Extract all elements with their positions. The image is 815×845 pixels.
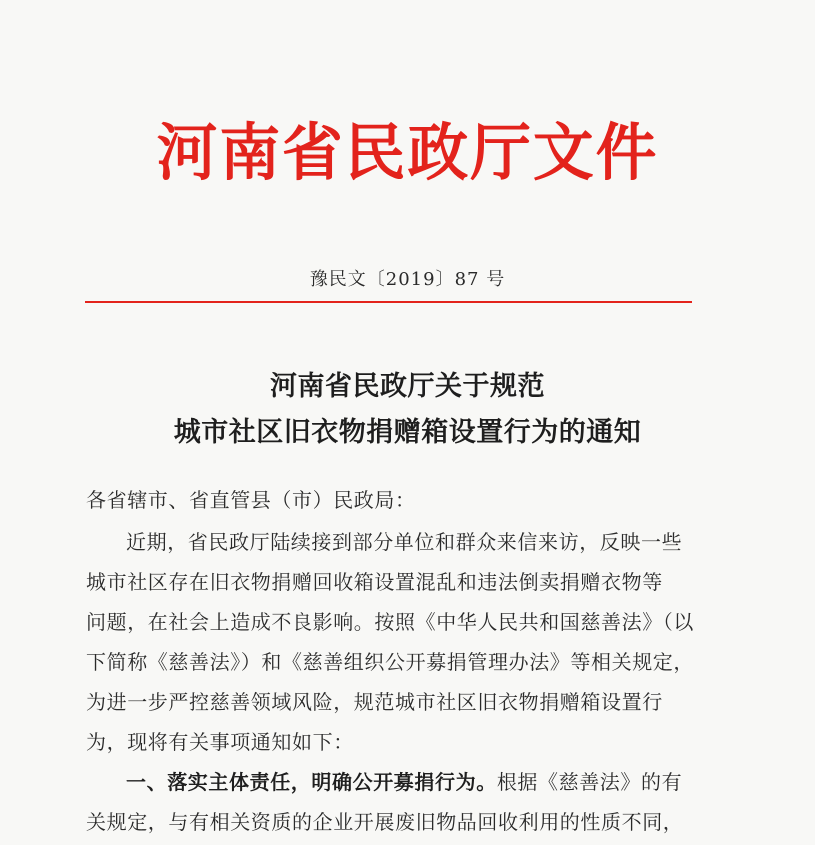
paragraph-line: 为，现将有关事项通知如下： [86,730,354,754]
paragraph-line: 关规定，与有相关资质的企业开展废旧物品回收利用的性质不同， [86,810,684,834]
paragraph-line: 问题，在社会上造成不良影响。按照《中华人民共和国慈善法》（以 [86,610,694,634]
paragraph-line: 为进一步严控慈善领域风险，规范城市社区旧衣物捐赠箱设置行 [86,690,663,714]
document-header-title: 河南省民政厅文件 [156,116,659,189]
red-divider [85,301,692,303]
salutation: 各省辖市、省直管县（市）民政局： [86,488,416,512]
section-1-line [126,766,766,795]
document-number: 豫民文〔2019〕87 号 [309,269,506,290]
section-1-heading: 一、落实主体责任，明确公开募捐行为。 [126,770,497,794]
section-1-text: 根据《慈善法》的有 [496,770,683,794]
paragraph-line: 近期，省民政厅陆续接到部分单位和群众来信来访，反映一些 [126,530,683,554]
notice-title-line-1: 河南省民政厅关于规范 [270,371,545,402]
notice-title-line-2: 城市社区旧衣物捐赠箱设置行为的通知 [173,417,642,448]
paragraph-line: 城市社区存在旧衣物捐赠回收箱设置混乱和违法倒卖捐赠衣物等 [86,570,663,594]
paragraph-line: 下简称《慈善法》）和《慈善组织公开募捐管理办法》等相关规定， [86,650,694,674]
